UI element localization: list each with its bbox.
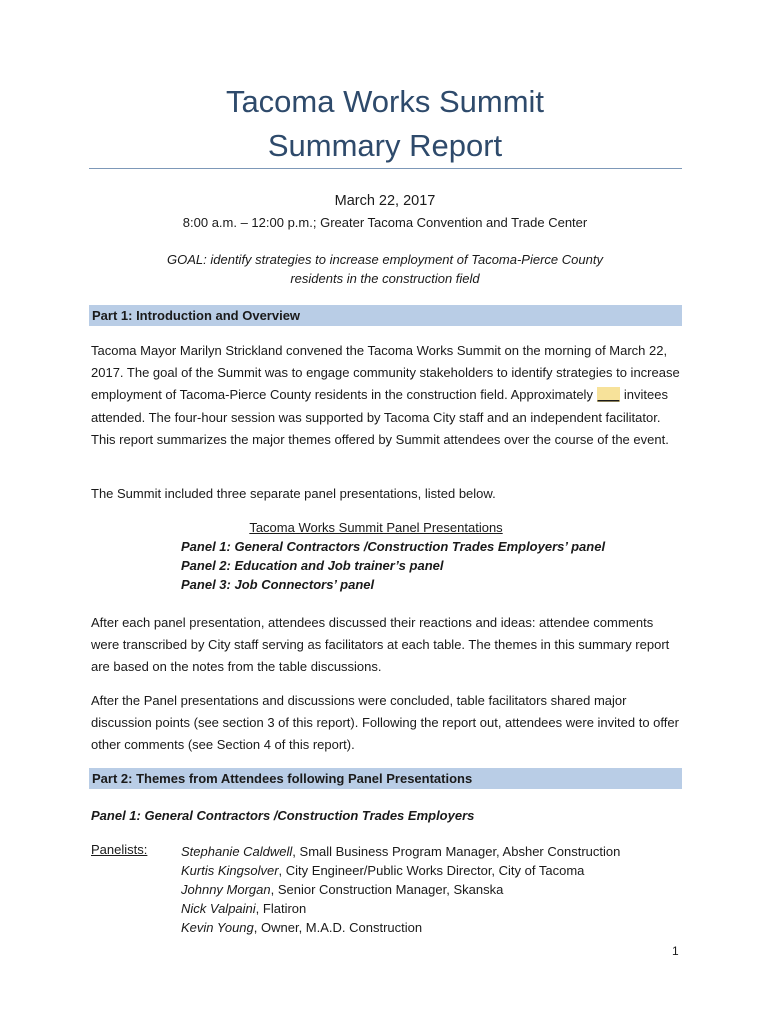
panelist-role: , Owner, M.A.D. Construction: [253, 920, 423, 935]
section-heading-part1: Part 1: Introduction and Overview: [89, 305, 682, 326]
panelists-list: [181, 842, 620, 937]
panel-list-item: Panel 3: Job Connectors’ panel: [181, 577, 375, 592]
goal-line-2: residents in the construction field: [290, 271, 480, 286]
intro-text-start: Tacoma Mayor Marilyn Strickland convened the Tacoma Works Summit on the morning of March 22, 2017. The goal of the Summit was to engage community stakeholders to identify strategies to increase employment of Tacoma-Pierce County residents in the construction field. Approximately: [91, 343, 680, 403]
panelist-role: , City Engineer/Public Works Director, City of Tacoma: [278, 863, 585, 878]
goal-line-1: GOAL: identify strategies to increase employment of Tacoma-Pierce County: [167, 252, 603, 267]
panelist-name: Stephanie Caldwell: [181, 844, 293, 859]
panel-list-item: Panel 2: Education and Job trainer’s panel: [181, 558, 444, 573]
panelist-entry: [181, 880, 620, 899]
intro-text-end: invitees attended. The four-hour session was supported by Tacoma City staff and an independent facilitator. This report summarizes the major themes offered by Summit attendees over the course of the event.: [91, 387, 669, 447]
intro-paragraph: [91, 340, 683, 451]
panelist-name: Nick Valpaini: [181, 901, 256, 916]
panelist-role: , Flatiron: [255, 901, 307, 916]
panelist-name: Johnny Morgan: [181, 882, 271, 897]
panel-list: [181, 518, 681, 594]
page-title: [0, 80, 770, 168]
title-line-2: Summary Report: [267, 128, 503, 163]
event-date: March 22, 2017: [334, 193, 436, 209]
attendee-count-blank: ___: [597, 387, 620, 403]
panelist-role: , Small Business Program Manager, Absher Construction: [292, 844, 621, 859]
title-divider: [89, 168, 682, 169]
goal-statement: [0, 250, 770, 288]
panelists-label: Panelists:: [91, 842, 148, 857]
panelist-entry: [181, 842, 620, 861]
panel-list-item: Panel 1: General Contractors /Construction Trades Employers’ panel: [181, 539, 606, 554]
panelist-entry: [181, 899, 620, 918]
panelist-name: Kurtis Kingsolver: [181, 863, 279, 878]
title-line-1: Tacoma Works Summit: [225, 84, 545, 119]
panels-intro-paragraph: The Summit included three separate panel presentations, listed below.: [91, 486, 496, 501]
event-time-place: 8:00 a.m. – 12:00 p.m.; Greater Tacoma Convention and Trade Center: [182, 215, 588, 230]
panel-list-title: Tacoma Works Summit Panel Presentations: [249, 520, 503, 535]
panelist-entry: [181, 918, 620, 937]
after-discussions-paragraph: After the Panel presentations and discussions were concluded, table facilitators shared major discussion points (see section 3 of this report). Following the report out, attendees were invited to offer other comments (see Section 4 of this report).: [91, 693, 679, 753]
panel1-subheading: Panel 1: General Contractors /Construction Trades Employers: [91, 808, 475, 823]
after-panels-paragraph: After each panel presentation, attendees discussed their reactions and ideas: attendee comments were transcribed by City staff serving as facilitators at each table. The themes in this summary report are based on the notes from the table discussions.: [91, 615, 670, 675]
panelist-role: , Senior Construction Manager, Skanska: [270, 882, 504, 897]
panelist-entry: [181, 861, 620, 880]
panelist-name: Kevin Young: [181, 920, 254, 935]
page-number: 1: [672, 944, 679, 958]
section-heading-part2: Part 2: Themes from Attendees following Panel Presentations: [89, 768, 682, 789]
